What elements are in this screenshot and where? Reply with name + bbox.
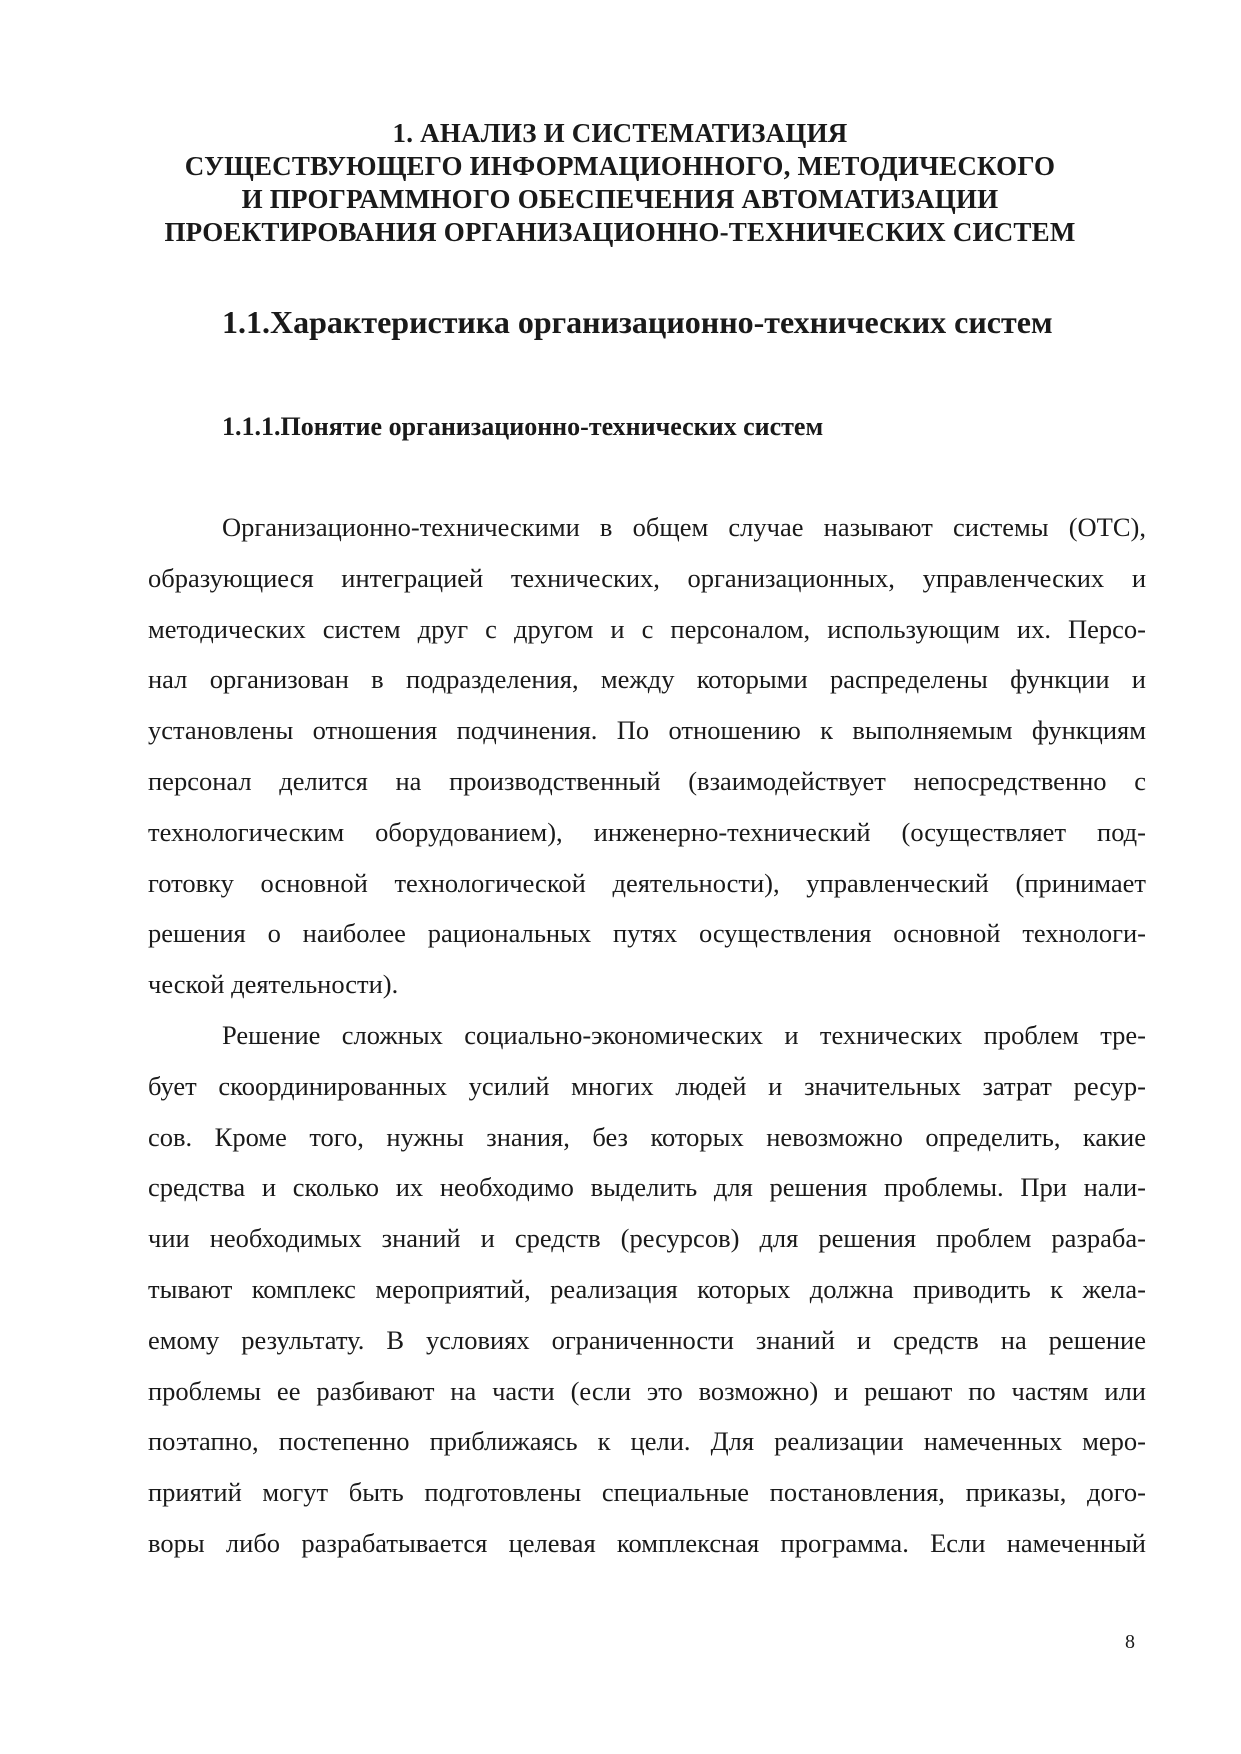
text-line: сов. Кроме того, нужны знания, без которых невозможно определить, какие [148, 1121, 1146, 1152]
text-line: персонал делится на производственный (взаимодействует непосредственно с [148, 765, 1146, 796]
chapter-title-line: ПРОЕКТИРОВАНИЯ ОРГАНИЗАЦИОННО-ТЕХНИЧЕСКИХ СИСТЕМ [164, 217, 1076, 247]
chapter-title-line: СУЩЕСТВУЮЩЕГО ИНФОРМАЦИОННОГО, МЕТОДИЧЕСКОГО [184, 151, 1056, 181]
text-line: ческой деятельности). [148, 969, 399, 1000]
text-line: готовку основной технологической деятельности), управленческий (принимает [148, 867, 1146, 898]
subsection-title: 1.1.1.Понятие организационно-технических систем [222, 412, 824, 441]
page-number: 8 [1125, 1631, 1135, 1653]
text-line: средства и сколько их необходимо выделить для решения проблемы. При нали- [148, 1172, 1146, 1203]
chapter-title-line: И ПРОГРАММНОГО ОБЕСПЕЧЕНИЯ АВТОМАТИЗАЦИИ [241, 184, 999, 214]
text-line: образующиеся интеграцией технических, организационных, управленческих и [148, 562, 1146, 593]
text-line: поэтапно, постепенно приближаясь к цели. Для реализации намеченных меро- [148, 1426, 1146, 1457]
text-line: чии необходимых знаний и средств (ресурсов) для решения проблем разраба- [148, 1223, 1146, 1254]
chapter-title-line: 1. АНАЛИЗ И СИСТЕМАТИЗАЦИЯ [392, 118, 848, 148]
text-line: Организационно-техническими в общем случае называют системы (ОТС), [222, 512, 1146, 542]
text-line: Решение сложных социально-экономических и технических проблем тре- [222, 1019, 1146, 1050]
section-title: 1.1.Характеристика организационно-технических систем [222, 304, 1053, 340]
body-text [148, 502, 1146, 1569]
text-line: методических систем друг с другом и с персоналом, использующим их. Персо- [148, 613, 1146, 644]
text-line: тывают комплекс мероприятий, реализация которых должна приводить к жела- [148, 1273, 1146, 1304]
text-line: установлены отношения подчинения. По отношению к выполняемым функциям [148, 715, 1146, 746]
paragraph [148, 1010, 1146, 1569]
text-line: воры либо разрабатывается целевая комплексная программа. Если намеченный [148, 1527, 1146, 1558]
text-line: емому результату. В условиях ограниченности знаний и средств на решение [148, 1324, 1146, 1355]
text-line: нал организован в подразделения, между которыми распределены функции и [148, 664, 1146, 695]
text-line: технологическим оборудованием), инженерно-технический (осуществляет под- [148, 816, 1146, 847]
text-line: проблемы ее разбивают на части (если это возможно) и решают по частям или [148, 1375, 1146, 1406]
text-line: приятий могут быть подготовлены специальные постановления, приказы, дого- [148, 1477, 1146, 1508]
chapter-title [120, 117, 1120, 249]
text-line: бует скоординированных усилий многих людей и значительных затрат ресур- [148, 1070, 1146, 1101]
paragraph [148, 502, 1146, 1010]
text-line: решения о наиболее рациональных путях осуществления основной технологи- [148, 918, 1146, 949]
